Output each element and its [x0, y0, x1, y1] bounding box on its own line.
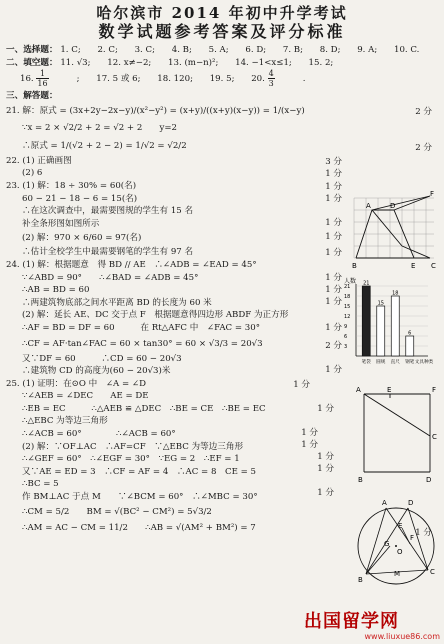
q25-line-7: ∴∠GEF = 60° ∴∠EGF = 30° ∵EG = 2 ∴EF = 1 — [22, 454, 240, 465]
fig24-label-D: D — [426, 476, 432, 484]
chart23-category-label: 钢笔 — [405, 360, 415, 365]
fig25-label-M: M — [394, 570, 401, 578]
q23-line-1: 23. (1) 解：18 ÷ 30% = 60(名) — [6, 180, 137, 191]
q21-line-2: ∵x = 2 × √2/2 + 2 = √2 + 2 y=2 — [22, 122, 177, 133]
chart23-y-tick-label: 21 — [344, 284, 351, 290]
chart23-y-tick-label: 3 — [344, 344, 348, 350]
fraction-16: $\frac{1}{16}$ — [37, 69, 48, 89]
q25-line-2: ∵∠AEB = ∠DEC AE = DE — [22, 391, 149, 402]
fill-17: 17. 5 或 6; — [96, 74, 141, 85]
fill-12: 12. x≠−2; — [107, 57, 152, 68]
q25-line-4: ∴△EBC 为等边三角形 — [22, 416, 108, 427]
q24-score-4: 1 分 — [325, 322, 342, 333]
fill-14: 14. −1<x≤1; — [235, 57, 292, 68]
fig22-label-E: E — [411, 262, 416, 270]
fig22-label-F: F — [430, 190, 435, 198]
fig24-label-A: A — [356, 386, 361, 394]
chart23-y-tick-label: 18 — [344, 294, 351, 300]
section-2-row-2 — [6, 69, 438, 88]
chart23-value-label: 6 — [408, 330, 412, 337]
fill-16: 16. $\frac{1}{16}$ ; — [20, 69, 80, 89]
q25-score-1: 1 分 — [293, 379, 310, 390]
chart23-value-label: 15 — [377, 300, 384, 307]
chart23-category-label: 圆规 — [376, 360, 386, 365]
q24-score-5: 2 分 — [325, 340, 342, 351]
fill-15: 15. 2; — [308, 57, 334, 68]
q23-score-4: 1 分 — [325, 231, 342, 242]
section-1-heading: 一、选择题： — [6, 45, 58, 55]
q23-score-3: 1 分 — [325, 217, 342, 228]
q25-line-3: ∴EB = EC ∴△AEB ≌ △DEC ∴BE = CE ∴BE = EC — [22, 403, 266, 414]
choice-1: 1. C; — [60, 45, 81, 55]
q25-line-11: ∴CM = 5/2 BM = √(BC² − CM²) = 5√3/2 — [22, 506, 212, 517]
q25-score-2: 1 分 — [317, 403, 334, 414]
q25-score-8: 1 分 — [415, 527, 432, 538]
q25-line-9: ∴BC = 5 — [22, 479, 59, 490]
section-2-heading: 二、填空题： — [6, 57, 58, 68]
choice-3: 3. C; — [134, 45, 155, 55]
q25-score-4: 1 分 — [301, 439, 318, 450]
q23-score-1: 1 分 — [325, 181, 342, 192]
fill-20: 20. $\frac{4}{3}$ . — [251, 69, 306, 89]
fig25-label-F: F — [410, 534, 415, 542]
section-1-row — [6, 44, 438, 57]
fill-13: 13. (m−n)²; — [168, 57, 219, 68]
fig22-label-B: B — [352, 262, 357, 270]
chart23-y-axis-label: 人数 — [344, 278, 357, 285]
q21-score-2: 2 分 — [415, 142, 432, 153]
fig24-label-F: F — [432, 386, 437, 394]
q25-line-8: 又∵AE = ED = 3 ∴CF = AF = 4 ∴AC = 8 CE = 5 — [22, 466, 256, 477]
fig25-label-E: E — [398, 522, 403, 530]
fig25-label-O: O — [397, 548, 403, 556]
figure-23-bar-chart — [342, 276, 442, 372]
choice-10: 10. C. — [393, 45, 420, 55]
q21-line-1: 21. 解：原式 = (3x+2y−2x−y)/(x²−y²) = (x+y)/((x+y)(x−y)) = 1/(x−y) — [6, 105, 305, 116]
q22-score-1: 3 分 — [325, 156, 342, 167]
q23-score-5: 1 分 — [325, 247, 342, 258]
chart23-y-tick-label: 15 — [344, 304, 351, 310]
q25-score-5: 1 分 — [317, 451, 334, 462]
q23-line-2: 60 − 21 − 18 − 6 = 15(名) — [22, 193, 138, 204]
q24-line-4: ∴两建筑物底部之间水平距离 BD 的长度为 60 米 — [22, 297, 212, 308]
chart23-bar — [391, 296, 399, 356]
chart23-bar — [406, 336, 414, 356]
chart23-bar — [377, 306, 385, 356]
q24-line-3: ∴AB = BD = 60 — [22, 285, 90, 296]
page-title-line2: 数学试题参考答案及评分标准 — [98, 22, 346, 41]
q22-line-2: (2) 6 — [22, 168, 43, 179]
watermark — [304, 612, 440, 642]
chart23-y-tick-label: 12 — [344, 314, 351, 320]
q25-score-3: 1 分 — [301, 427, 318, 438]
chart23-value-label: 18 — [392, 290, 399, 297]
q24-score-3: 1 分 — [325, 296, 342, 307]
fig22-label-A: A — [366, 202, 371, 210]
fill-11: 11. √3; — [60, 57, 91, 68]
choice-9: 9. A; — [357, 45, 378, 55]
q25-line-10: 作 BM⊥AC 于点 M ∵∠BCM = 60° ∴∠MBC = 30° — [22, 492, 258, 503]
figure-22-diagram — [350, 190, 440, 270]
q23-line-4: 补全条形图如图所示 — [22, 218, 100, 229]
q21-line-3: ∴原式 = 1/(√2 + 2 − 2) = 1/√2 = √2/2 — [22, 140, 187, 151]
fill-18: 18. 120; — [157, 74, 193, 85]
section-2-row-1 — [6, 57, 438, 70]
choice-7: 7. B; — [282, 45, 304, 55]
chart23-bar — [362, 286, 370, 356]
q25-line-12: ∴AM = AC − CM = 11/2 ∴AB = √(AM² + BM²) = 7 — [22, 522, 256, 533]
watermark-title: 出国留学网 — [304, 611, 399, 632]
fraction-20: $\frac{4}{3}$ — [268, 69, 274, 89]
choice-2: 2. C; — [97, 45, 118, 55]
q24-score-2: 1 分 — [325, 284, 342, 295]
q24-line-9: ∴建筑物 CD 的高度为(60 − 20√3)米 — [22, 366, 171, 377]
q23-line-3: ∴在这次调查中，最需要图规的学生有 15 名 — [22, 206, 194, 217]
page-title-line1: 哈尔滨市 2014 年初中升学考试 — [96, 4, 348, 22]
choice-6: 6. D; — [245, 45, 267, 55]
choice-5: 5. A; — [208, 45, 229, 55]
figure-24-diagram — [354, 384, 440, 484]
fig25-label-A: A — [382, 499, 387, 507]
fig25-label-C: C — [430, 568, 435, 576]
chart23-value-label: 21 — [363, 280, 370, 287]
q25-score-6: 1 分 — [317, 463, 334, 474]
q24-line-7: ∴CF = AF·tan∠FAC = 60 × tan30° = 60 × √3/3 = 20√3 — [22, 338, 263, 349]
figure-25-diagram — [350, 494, 442, 594]
choice-4: 4. B; — [171, 45, 192, 55]
fig25-label-B: B — [358, 576, 363, 584]
q21-score-1: 2 分 — [415, 106, 432, 117]
fig25-label-D: D — [408, 499, 414, 507]
q22-score-2: 1 分 — [325, 168, 342, 179]
fill-19: 19. 5; — [209, 74, 235, 85]
q25-score-7: 1 分 — [317, 487, 334, 498]
fig24-label-E: E — [387, 386, 392, 394]
q24-score-1: 1 分 — [325, 272, 342, 283]
q24-line-2: ∵∠ABD = 90° ∴∠BAD = ∠ADB = 45° — [22, 272, 199, 283]
q25-line-6: (2) 解：∵OF⊥AC ∴AF=CF ∵△EBC 为等边三角形 — [22, 441, 244, 452]
q24-line-8: 又∵DF = 60 ∴CD = 60 − 20√3 — [22, 353, 182, 364]
fig22-label-D: D — [390, 202, 396, 210]
chart23-y-tick-label: 9 — [344, 324, 348, 330]
chart23-category-label: 笔袋 — [361, 360, 371, 365]
chart23-y-tick-label: 6 — [344, 334, 348, 340]
fig24-label-C: C — [432, 433, 437, 441]
choice-8: 8. D; — [319, 45, 341, 55]
q23-score-2: 1 分 — [325, 193, 342, 204]
q23-line-6: ∴估计全校学生中最需要钢笔的学生有 97 名 — [22, 247, 194, 258]
q22-line-1: 22. (1) 正确画图 — [6, 155, 72, 166]
fig24-label-B: B — [358, 476, 363, 484]
section-3-heading: 三、解答题： — [6, 91, 58, 102]
q25-line-5: ∴∠ACB = 60° ∴∠ACB = 60° — [22, 429, 176, 440]
q23-line-5: (2) 解：970 × 6/60 = 97(名) — [22, 233, 142, 244]
q24-line-5: (2) 解：延长 AE、DC 交于点 F 根据题意得四边形 ABDF 为正方形 — [22, 310, 289, 321]
q24-line-1: 24. (1) 解：根据题意 得 BD // AE ∴∠ADB = ∠EAD = 45° — [6, 259, 257, 270]
watermark-url: www.liuxue86.com — [364, 632, 440, 641]
chart23-category-label: 直尺 — [390, 360, 400, 365]
chart23-category-label: 文具种类 — [414, 360, 434, 365]
q24-line-6: ∴AF = BD = DF = 60 在 Rt△AFC 中 ∠FAC = 30° — [22, 322, 261, 333]
q24-score-6: 1 分 — [325, 364, 342, 375]
fig22-label-C: C — [431, 262, 436, 270]
q25-line-1: 25. (1) 证明：在⊙O 中 ∠A = ∠D — [6, 378, 147, 389]
fig25-label-G: G — [384, 540, 390, 548]
